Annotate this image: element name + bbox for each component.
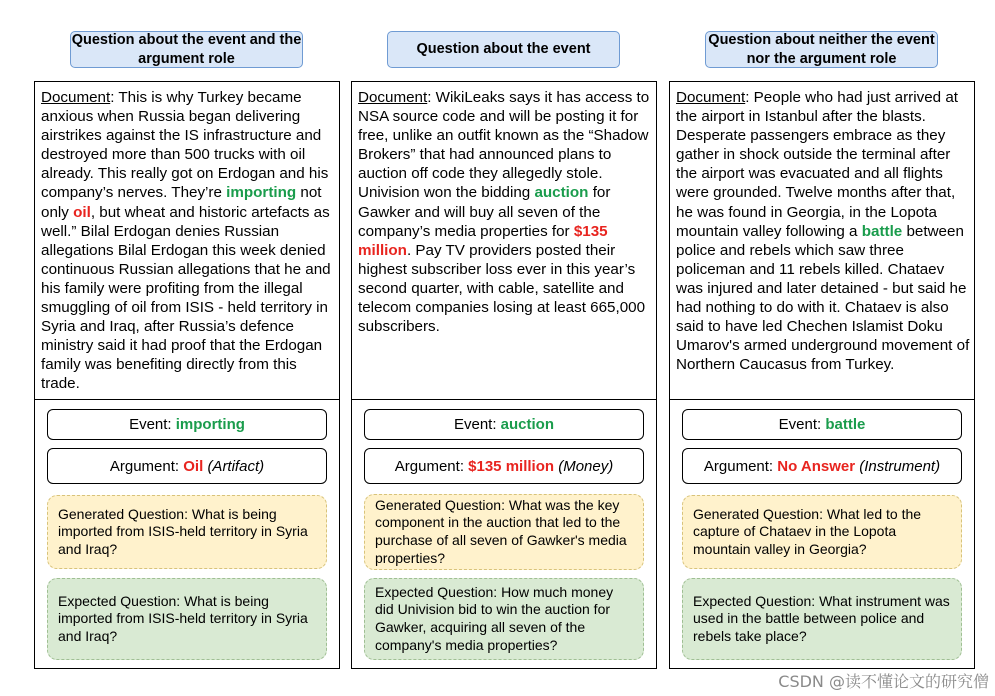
doc-argument: $135 million (358, 222, 608, 259)
annotation-box (669, 398, 975, 669)
argument-value: Oil (183, 457, 204, 475)
header-label: Question about neither the event nor the argument role (708, 31, 935, 67)
argument-label: Argument: (394, 457, 469, 475)
argument-role: (Artifact) (207, 457, 265, 475)
doc-argument: oil (73, 203, 91, 221)
doc-text-middle: not only (41, 184, 322, 221)
example-panel-1 (34, 81, 340, 670)
doc-event-trigger: battle (861, 222, 903, 240)
argument-pill (682, 448, 962, 484)
argument-pill (364, 448, 644, 484)
argument-pill (47, 448, 327, 484)
argument-label: Argument: (703, 457, 778, 475)
generated-question: Generated Question: What is being imported from ISIS-held territory in Syria and Iraq? (58, 505, 308, 557)
document-text (358, 88, 653, 336)
doc-text-before: : People who had just arrived at the airport in Istanbul after the blasts. Desperate passengers embrace as they gather in shock outside the terminal after the airport was evacuated and all flights were grounded. Twelve months after that, he was found in Georgia, in the Lopota mountain valley following a (676, 89, 958, 240)
event-value: battle (825, 416, 866, 433)
document-box (669, 81, 975, 400)
doc-event-trigger: importing (226, 184, 297, 202)
argument-label: Argument: (109, 457, 184, 475)
argument-value: $135 million (468, 457, 555, 475)
doc-text-after: between police and rebels which saw three policeman and 11 rebels killed. Chataev was injured and later detained - but said he had nothing to do with it. Chataev is also said to have led Chechen Islamist Doku Umarov's armed underground movement of Northern Caucasus from Turkey. (676, 222, 970, 374)
document-box (34, 81, 340, 400)
document-box (351, 81, 657, 400)
annotation-box (351, 398, 657, 669)
doc-event-trigger: auction (534, 184, 589, 202)
event-pill (682, 409, 962, 440)
expected-question: Expected Question: What is being imported from ISIS-held territory in Syria and Iraq? (58, 592, 308, 644)
argument-role: (Instrument) (859, 457, 941, 475)
doc-text-before: : This is why Turkey became anxious when Russia began delivering airstrikes against the IS infrastructure and destroyed more than 500 trucks with oil already. This really got on Erdogan and his company’s nerves. They’re (41, 89, 329, 202)
doc-text-before: : WikiLeaks says it has access to NSA source code and will be posting it for free, unlike an outfit known as the “Shadow Brokers” that had announced plans to auction off code they allegedly stole. Univision won the bidding (358, 89, 650, 202)
expected-question: Expected Question: How much money did Univision bid to win the auction for Gawker, acquiring all seven of the company's media properties? (375, 583, 614, 653)
document-label: Document (358, 89, 428, 106)
generated-question-box (682, 495, 962, 569)
example-panel-3 (669, 81, 975, 670)
generated-question-box (47, 495, 327, 569)
header-neither (705, 31, 938, 68)
event-label: Event: (778, 416, 826, 433)
doc-text-after: . Pay TV providers posted their highest subscriber loss ever in this year’s second quarter, with cable, satellite and telecom companies losing at least 665,000 subscribers. (358, 241, 646, 336)
header-event (387, 31, 620, 68)
argument-role: (Money) (558, 457, 614, 475)
event-value: importing (175, 416, 245, 433)
event-label: Event: (453, 416, 501, 433)
event-label: Event: (129, 416, 176, 433)
expected-question-box (682, 578, 962, 660)
document-text (41, 88, 336, 394)
document-text (676, 88, 971, 374)
generated-question: Generated Question: What was the key component in the auction that led to the purchase of all seven of Gawker's media properties? (375, 496, 627, 566)
document-label: Document (676, 89, 746, 106)
event-pill (364, 409, 644, 440)
doc-text-middle: for Gawker and will buy all seven of the company’s media properties for (358, 184, 611, 240)
generated-question-box (364, 494, 644, 570)
watermark: CSDN @读不懂论文的研究僧 (778, 672, 989, 691)
expected-question: Expected Question: What instrument was used in the battle between police and rebels take place? (693, 592, 950, 644)
example-panel-2 (351, 81, 657, 670)
annotation-box (34, 398, 340, 669)
header-label: Question about the event (416, 41, 591, 57)
header-event-and-argument (70, 31, 303, 68)
expected-question-box (47, 578, 327, 660)
event-value: auction (500, 416, 555, 433)
doc-text-after: , but wheat and historic artefacts as well.” Bilal Erdogan denies Russian allegations Bilal Erdogan this week denied continuous Russian allegations that he and his family were profiting from the illegal smuggling of oil from ISIS - held territory in Syria and Iraq, after Russia’s defence ministry said it had proof that the Erdogan family was benefiting directly from this trade. (41, 203, 331, 393)
generated-question: Generated Question: What led to the capture of Chataev in the Lopota mountain valley in Georgia? (693, 505, 922, 557)
event-pill (47, 409, 327, 440)
expected-question-box (364, 578, 644, 660)
document-label: Document (41, 89, 111, 106)
argument-value: No Answer (777, 457, 856, 475)
header-label: Question about the event and the argument role (71, 31, 302, 67)
